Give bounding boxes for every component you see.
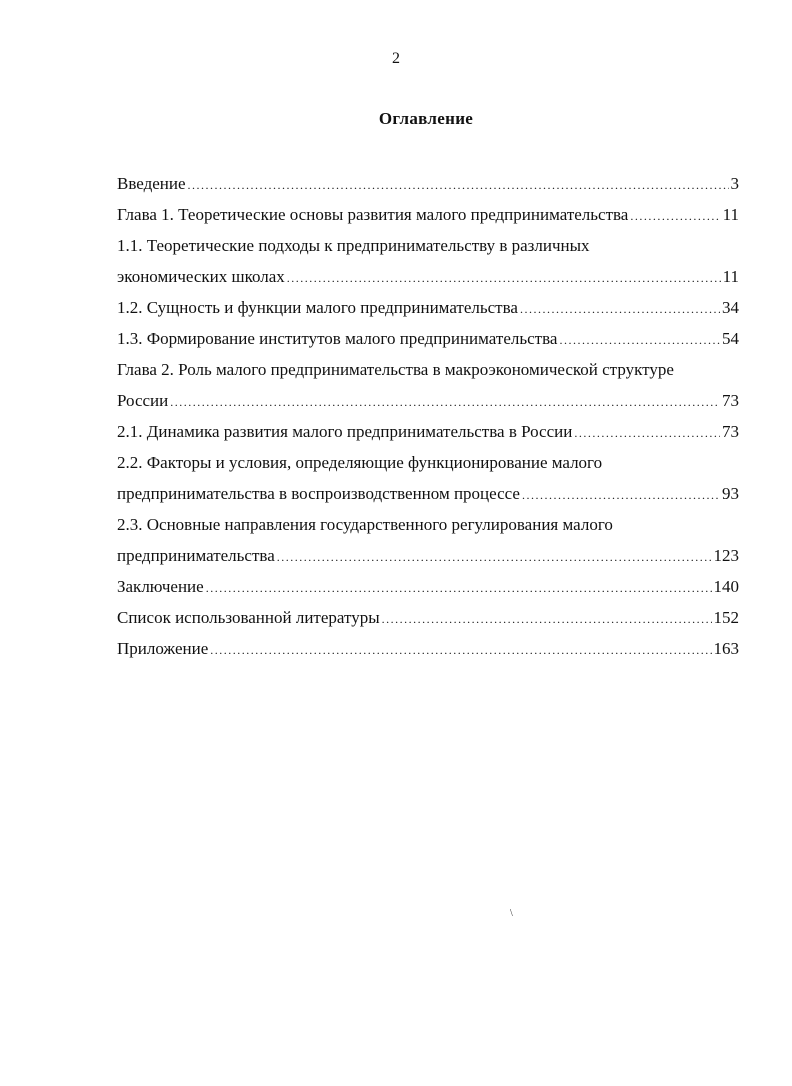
toc-entry-text: экономических школах [117,267,285,286]
toc-entry-page: 123 [713,546,739,565]
toc-entry-page: 11 [722,205,739,224]
toc-entry-first-line: 2.2. Факторы и условия, определяющие функционирование малого [117,453,603,472]
dot-leader [277,542,712,571]
toc-entry-page: 93 [722,484,739,503]
toc-entry-page: 54 [722,329,739,348]
page-number: 2 [392,50,400,67]
dot-leader [574,418,720,447]
dot-leader [382,604,712,633]
dot-leader [522,480,720,509]
dot-leader [188,170,729,199]
stray-mark: \ [510,908,513,919]
dot-leader [287,263,721,292]
toc-entry-text: 2.1. Динамика развития малого предпринимательства в России [117,422,573,441]
dot-leader [630,201,720,230]
toc-entry-text: Заключение [117,577,204,596]
toc-entry [117,261,739,292]
toc-entry-page: 73 [722,391,739,410]
toc-entry-page: 152 [713,608,739,627]
toc-entry [117,168,739,199]
toc-entry [117,540,739,571]
dot-leader [559,325,720,354]
toc-entry [117,292,739,323]
toc-entry-text: Список использованной литературы [117,608,380,627]
toc-entry-page: 73 [722,422,739,441]
dot-leader [206,573,712,602]
toc-entry [117,416,739,447]
toc-entry-text: предпринимательства [117,546,275,565]
toc-entry-page: 140 [713,577,739,596]
toc-entry-text: России [117,391,169,410]
toc-entry-first-line: Глава 2. Роль малого предпринимательства в макроэкономической структуре [117,360,674,379]
page-title: Оглавление [378,109,474,128]
toc-entry-page: 34 [722,298,739,317]
toc-entry [117,571,739,602]
dot-leader [210,635,711,664]
toc-entry [117,633,739,664]
table-of-contents [117,168,739,664]
toc-entry [117,478,739,509]
toc-entry-first-line: 2.3. Основные направления государственного регулирования малого [117,515,613,534]
toc-entry-text: Введение [117,174,186,193]
toc-entry-page: 11 [722,267,739,286]
toc-entry-page: 3 [730,174,739,193]
toc-entry [117,323,739,354]
toc-entry [117,199,739,230]
toc-entry-text: 1.2. Сущность и функции малого предпринимательства [117,298,518,317]
toc-entry-first-line: 1.1. Теоретические подходы к предпринимательству в различных [117,236,590,255]
toc-entry [117,602,739,633]
dot-leader [520,294,720,323]
toc-entry-text: Глава 1. Теоретические основы развития малого предпринимательства [117,205,629,224]
toc-entry-text: Приложение [117,639,209,658]
dot-leader [170,387,720,416]
toc-entry-text: 1.3. Формирование институтов малого предпринимательства [117,329,558,348]
toc-entry-text: предпринимательства в воспроизводственном процессе [117,484,520,503]
toc-entry [117,385,739,416]
toc-entry-page: 163 [713,639,739,658]
